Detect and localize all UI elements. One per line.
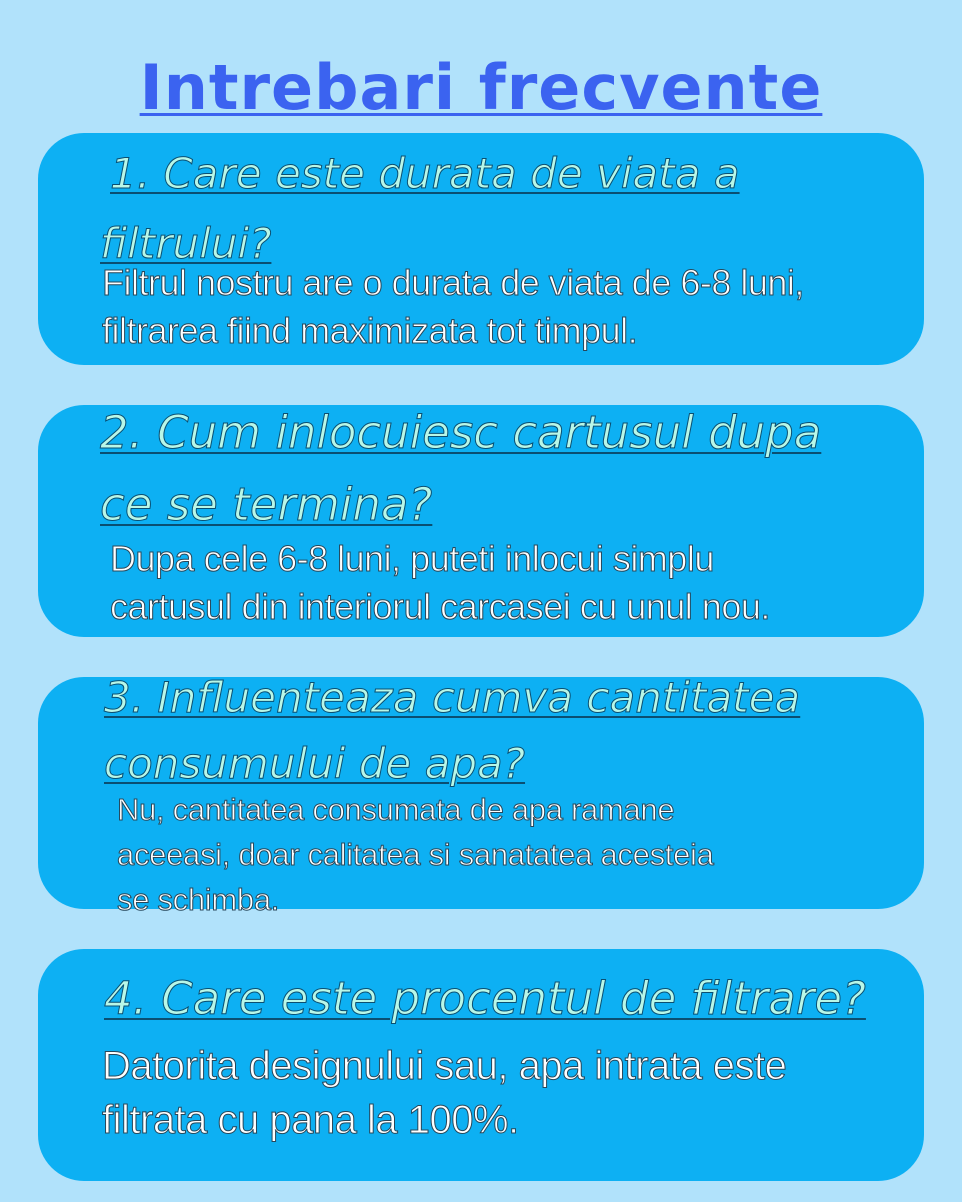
faq-question-line: 1. Care este durata de viata a — [110, 149, 740, 198]
faq-question — [100, 139, 740, 279]
faq-card-3 — [38, 673, 924, 917]
faq-answer-line: Nu, cantitatea consumata de apa ramane — [117, 792, 675, 827]
faq-card-2 — [38, 405, 924, 637]
faq-question — [104, 963, 866, 1035]
faq-answer — [102, 259, 804, 355]
faq-question-line: 3. Influenteaza cumva cantitatea — [104, 673, 801, 722]
faq-answer — [110, 535, 770, 631]
faq-answer — [117, 787, 714, 922]
faq-answer-line: filtrarea fiind maximizata tot timpul. — [102, 310, 638, 351]
faq-answer-line: filtrata cu pana la 100%. — [102, 1098, 519, 1142]
faq-answer-line: aceeasi, doar calitatea si sanatatea acesteia — [117, 837, 714, 872]
page-title: Intrebari frecvente — [139, 51, 823, 124]
faq-question — [104, 665, 800, 797]
faq-question — [100, 397, 821, 541]
faq-answer-line: cartusul din interiorul carcasei cu unul nou. — [110, 586, 770, 627]
faq-question-line: filtrului? — [100, 219, 272, 268]
faq-card-4 — [38, 949, 924, 1181]
faq-answer-line: se schimba. — [117, 882, 280, 917]
faq-card-1 — [38, 133, 924, 365]
faq-answer-line: Filtrul nostru are o durata de viata de 6-8 luni, — [102, 262, 804, 303]
faq-question-line: ce se termina? — [100, 478, 433, 531]
faq-question-line: 2. Cum inlocuiesc cartusul dupa — [100, 406, 822, 459]
faq-answer — [102, 1039, 786, 1147]
faq-question-line: 4. Care este procentul de filtrare? — [104, 972, 866, 1025]
faq-answer-line: Dupa cele 6-8 luni, puteti inlocui simplu — [110, 538, 714, 579]
faq-answer-line: Datorita designului sau, apa intrata este — [102, 1044, 787, 1088]
faq-question-line: consumului de apa? — [104, 739, 526, 788]
